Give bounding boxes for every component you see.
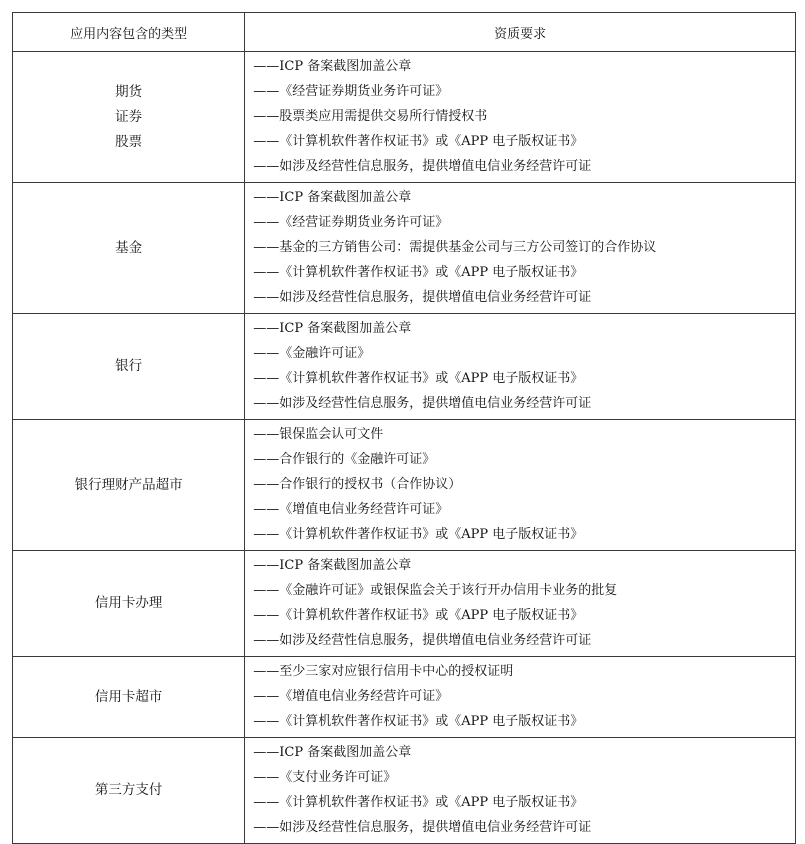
requirement-item: ——合作银行的《金融许可证》 [253, 452, 436, 467]
requirements-cell [245, 52, 796, 183]
requirement-item: ——ICP 备案截图加盖公章 [253, 321, 412, 336]
content-type-label: 股票 [115, 133, 143, 150]
header-requirements: 资质要求 [245, 13, 796, 52]
requirements-cell [245, 551, 796, 657]
content-type-cell [13, 420, 245, 551]
requirements-cell [245, 183, 796, 314]
requirement-item: ——基金的三方销售公司：需提供基金公司与三方公司签订的合作协议 [253, 240, 657, 255]
requirement-item: ——《计算机软件著作权证书》或《APP 电子版权证书》 [253, 714, 584, 729]
requirements-cell [245, 314, 796, 420]
requirements-cell [245, 738, 796, 844]
table-row [13, 52, 796, 183]
table-row [13, 551, 796, 657]
content-type-label: 信用卡办理 [94, 595, 163, 611]
content-type-label: 银行 [115, 358, 143, 374]
requirements-cell [245, 420, 796, 551]
table-row [13, 183, 796, 314]
requirement-item: ——《金融许可证》或银保监会关于该行开办信用卡业务的批复 [253, 583, 618, 598]
requirement-item: ——如涉及经营性信息服务，提供增值电信业务经营许可证 [253, 159, 592, 174]
table-row [13, 314, 796, 420]
content-type-label: 第三方支付 [94, 782, 163, 798]
requirement-item: ——银保监会认可文件 [253, 427, 384, 442]
content-type-label: 信用卡超市 [94, 688, 163, 705]
requirement-item: ——ICP 备案截图加盖公章 [253, 558, 412, 573]
requirement-item: ——《增值电信业务经营许可证》 [253, 689, 449, 704]
table-header-row [13, 13, 796, 52]
requirement-item: ——《支付业务许可证》 [253, 770, 397, 785]
content-type-label: 期货 [115, 83, 143, 100]
content-type-cell [13, 52, 245, 183]
requirement-item: ——合作银行的授权书（合作协议） [253, 477, 462, 492]
header-type: 应用内容包含的类型 [13, 13, 245, 52]
requirement-item: ——《金融许可证》 [253, 346, 371, 361]
requirement-item: ——《增值电信业务经营许可证》 [253, 502, 449, 517]
content-type-label: 银行理财产品超市 [74, 476, 183, 493]
table-row [13, 657, 796, 738]
content-type-cell [13, 738, 245, 844]
requirement-item: ——如涉及经营性信息服务，提供增值电信业务经营许可证 [253, 396, 592, 411]
content-type-cell [13, 183, 245, 314]
content-type-cell [13, 551, 245, 657]
requirement-item: ——《计算机软件著作权证书》或《APP 电子版权证书》 [253, 608, 584, 623]
requirement-item: ——如涉及经营性信息服务，提供增值电信业务经营许可证 [253, 820, 592, 835]
requirement-item: ——股票类应用需提供交易所行情授权书 [253, 109, 488, 124]
requirement-item: ——ICP 备案截图加盖公章 [253, 190, 412, 205]
content-type-label: 基金 [115, 239, 143, 256]
content-type-cell [13, 657, 245, 738]
requirement-item: ——《计算机软件著作权证书》或《APP 电子版权证书》 [253, 134, 584, 149]
table-row [13, 738, 796, 844]
requirement-item: ——《计算机软件著作权证书》或《APP 电子版权证书》 [253, 795, 584, 810]
requirement-item: ——《计算机软件著作权证书》或《APP 电子版权证书》 [253, 265, 584, 280]
requirement-item: ——ICP 备案截图加盖公章 [253, 745, 412, 760]
requirement-item: ——如涉及经营性信息服务，提供增值电信业务经营许可证 [253, 633, 592, 648]
requirement-item: ——《经营证券期货业务许可证》 [253, 84, 449, 99]
table-row [13, 420, 796, 551]
requirement-item: ——如涉及经营性信息服务，提供增值电信业务经营许可证 [253, 290, 592, 305]
content-type-cell [13, 314, 245, 420]
requirements-cell [245, 657, 796, 738]
requirement-item: ——《计算机软件著作权证书》或《APP 电子版权证书》 [253, 527, 584, 542]
qualification-table [12, 12, 796, 844]
table-body [13, 52, 796, 844]
requirement-item: ——《计算机软件著作权证书》或《APP 电子版权证书》 [253, 371, 584, 386]
requirement-item: ——《经营证券期货业务许可证》 [253, 215, 449, 230]
requirement-item: ——ICP 备案截图加盖公章 [253, 59, 412, 74]
content-type-label: 证券 [115, 108, 143, 125]
requirement-item: ——至少三家对应银行信用卡中心的授权证明 [253, 664, 514, 679]
